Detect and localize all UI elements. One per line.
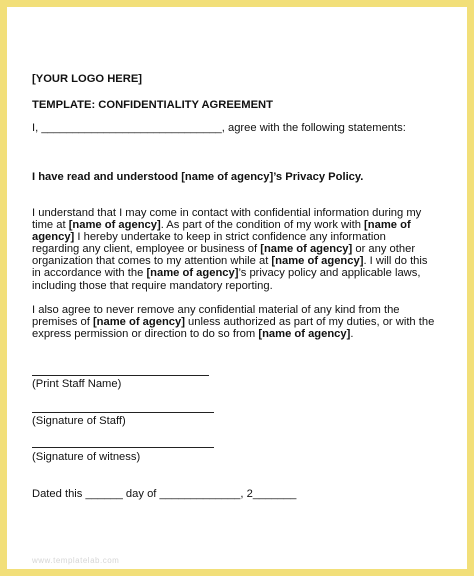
template-title: TEMPLATE: CONFIDENTIALITY AGREEMENT <box>32 99 273 111</box>
watermark: www.templatelab.com <box>32 556 120 565</box>
intro-prefix: I, <box>32 122 39 134</box>
witness-signature-label: (Signature of witness) <box>32 451 141 463</box>
print-name-label: (Print Staff Name) <box>32 378 122 390</box>
paragraph-line: premises of [name of agency] unless authorized as part of my duties, or with the <box>32 316 435 329</box>
removal-paragraph <box>32 304 446 340</box>
agency-placeholder: [name of agency] <box>260 243 353 256</box>
privacy-policy-statement <box>32 171 363 183</box>
agency-placeholder: [name of agency] <box>258 328 351 341</box>
agency-placeholder: [name of <box>364 219 411 232</box>
intro-name-blank: _____________________________ <box>41 122 222 134</box>
paragraph-line: in accordance with the [name of agency]’s privacy policy and applicable laws, <box>32 267 421 280</box>
intro-statement <box>32 122 406 134</box>
intro-suffix: , agree with the following statements: <box>221 122 406 134</box>
paragraph-line: regarding any client, employee or business of [name of agency] or any other <box>32 243 416 256</box>
paragraph-line: agency] I hereby undertake to keep in strict confidence any information <box>32 231 386 244</box>
witness-signature-line[interactable] <box>32 447 214 448</box>
staff-signature-line[interactable] <box>32 412 214 413</box>
agency-placeholder: [name of agency] <box>271 255 364 268</box>
paragraph-line: time at [name of agency]. As part of the condition of my work with [name of <box>32 219 411 232</box>
statement-text-end: ’s Privacy Policy. <box>273 171 364 183</box>
agency-placeholder: [name of agency] <box>68 219 161 232</box>
confidentiality-paragraph <box>32 207 446 292</box>
dated-line: Dated this ______ day of _____________, 2_______ <box>32 488 297 500</box>
agency-placeholder: [name of agency] <box>181 171 274 183</box>
paragraph-line: organization that comes to my attention while at [name of agency]. I will do this <box>32 255 428 268</box>
paragraph-line: I also agree to never remove any confidential material of any kind from the <box>32 304 400 316</box>
agency-placeholder: [name of agency] <box>92 316 185 329</box>
logo-placeholder: [YOUR LOGO HERE] <box>32 73 143 85</box>
paragraph-line: express permission or direction to do so from [name of agency]. <box>32 328 354 341</box>
agency-placeholder: agency] <box>32 231 75 244</box>
staff-signature-label: (Signature of Staff) <box>32 415 126 427</box>
paragraph-line: I understand that I may come in contact with confidential information during my <box>32 207 422 219</box>
statement-text: I have read and understood <box>32 171 182 183</box>
print-name-line[interactable] <box>32 375 209 376</box>
agency-placeholder: [name of agency] <box>146 267 239 280</box>
paragraph-line: including those that require mandatory reporting. <box>32 279 273 292</box>
